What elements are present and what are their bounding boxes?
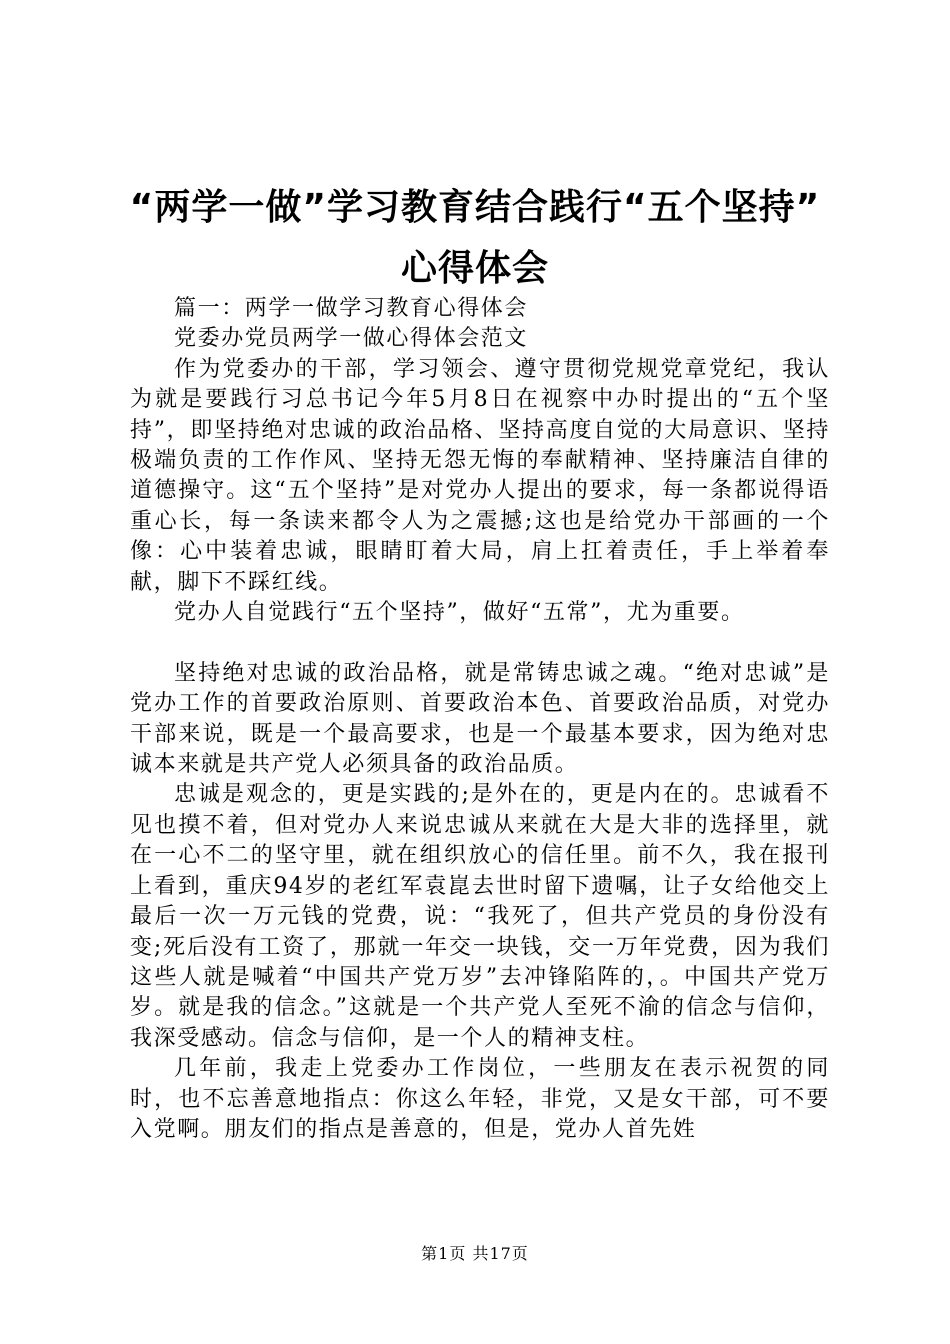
document-title-line-2: 心得体会 [400,248,549,289]
body-paragraph: 坚持绝对忠诚的政治品格，就是常铸忠诚之魂。“绝对忠诚”是党办工作的首要政治原则、首要政治本色、首要政治品质，对党办干部来说，既是一个最高要求，也是一个最基本要求，因为绝对忠诚本来就是共产党人必须具备的政治品质。 [130,660,830,778]
document-body [130,294,830,1145]
body-paragraph: 作为党委办的干部，学习领会、遵守贯彻党规党章党纪，我认为就是要践行习总书记今年5月8日在视察中办时提出的“五个坚持”，即坚持绝对忠诚的政治品格、坚持高度自觉的大局意识、坚持极端负责的工作作风、坚持无怨无悔的奉献精神、坚持廉洁自律的道德操守。这“五个坚持”是对党办人提出的要求，每一条都说得语重心长，每一条读来都令人为之震撼;这也是给党办干部画的一个像：心中装着忠诚，眼睛盯着大局，肩上扛着责任，手上举着奉献，脚下不踩红线。 [130,356,830,595]
body-paragraph: 忠诚是观念的，更是实践的;是外在的，更是内在的。忠诚看不见也摸不着，但对党办人来说忠诚从来就在大是大非的选择里，就在一心不二的坚守里，就在组织放心的信任里。前不久，我在报刊上看到，重庆94岁的老红军袁崑去世时留下遗嘱，让子女给他交上最后一次一万元钱的党费，说：“我死了，但共产党员的身份没有变;死后没有工资了，那就一年交一块钱，交一万年党费，因为我们这些人就是喊着“中国共产党万岁”去冲锋陷阵的，。中国共产党万岁。就是我的信念。”这就是一个共产党人至死不渝的信念与信仰，我深受感动。信念与信仰，是一个人的精神支柱。 [130,782,830,1051]
document-title-line-1: “两学一做”学习教育结合践行“五个坚持” [129,187,821,228]
section-heading: 篇一：两学一做学习教育心得体会 [174,296,529,321]
body-paragraph: 党办人自觉践行“五个坚持”，做好“五常”，尤为重要。 [174,600,745,626]
page-number-footer: 第1页 共17页 [421,1244,529,1263]
body-paragraph: 几年前，我走上党委办工作岗位，一些朋友在表示祝贺的同时，也不忘善意地指点：你这么年轻，非党，又是女干部，可不要入党啊。朋友们的指点是善意的，但是，党办人首先姓 [130,1056,830,1142]
article-subtitle: 党委办党员两学一做心得体会范文 [174,326,529,352]
